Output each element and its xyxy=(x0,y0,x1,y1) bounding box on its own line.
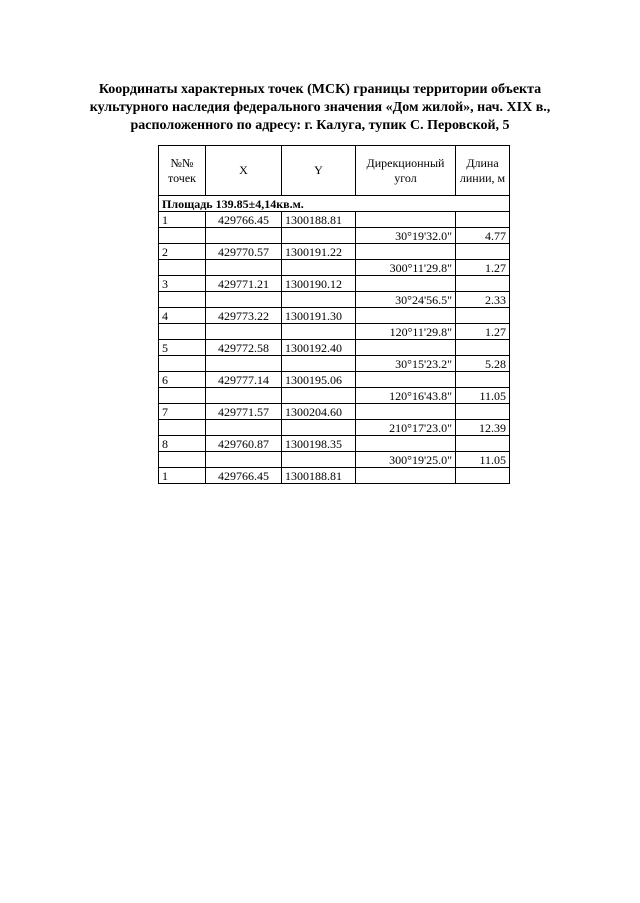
cell-x: 429760.87 xyxy=(206,436,282,452)
cell-bearing: 210°17'23.0" xyxy=(356,420,456,436)
cell-point-num: 1 xyxy=(159,468,206,484)
cell-point-num xyxy=(159,260,206,276)
cell-y xyxy=(282,420,356,436)
header-bearing: Дирекционный угол xyxy=(356,146,456,196)
cell-point-num: 6 xyxy=(159,372,206,388)
cell-y: 1300188.81 xyxy=(282,212,356,228)
area-row: Площадь 139.85±4,14кв.м. xyxy=(159,196,510,212)
cell-length xyxy=(456,404,510,420)
cell-length: 11.05 xyxy=(456,388,510,404)
table-row xyxy=(159,244,510,260)
cell-x: 429766.45 xyxy=(206,212,282,228)
title-line-1: Координаты характерных точек (МСК) границы территории объекта xyxy=(98,82,542,97)
cell-bearing xyxy=(356,436,456,452)
cell-length xyxy=(456,308,510,324)
cell-length: 1.27 xyxy=(456,324,510,340)
cell-point-num xyxy=(159,420,206,436)
cell-x: 429771.21 xyxy=(206,276,282,292)
table-row xyxy=(159,308,510,324)
cell-x xyxy=(206,388,282,404)
title-line-3: расположенного по адресу: г. Калуга, тупик С. Перовской, 5 xyxy=(130,118,510,133)
cell-bearing xyxy=(356,244,456,260)
cell-length xyxy=(456,276,510,292)
cell-x xyxy=(206,356,282,372)
cell-point-num xyxy=(159,292,206,308)
cell-point-num: 5 xyxy=(159,340,206,356)
cell-y xyxy=(282,292,356,308)
cell-length xyxy=(456,340,510,356)
cell-length xyxy=(456,212,510,228)
cell-length: 1.27 xyxy=(456,260,510,276)
cell-y xyxy=(282,260,356,276)
cell-bearing xyxy=(356,372,456,388)
cell-bearing: 30°19'32.0" xyxy=(356,228,456,244)
cell-x: 429766.45 xyxy=(206,468,282,484)
cell-length xyxy=(456,468,510,484)
header-y: Y xyxy=(282,146,356,196)
cell-x xyxy=(206,228,282,244)
cell-point-num: 2 xyxy=(159,244,206,260)
cell-length xyxy=(456,436,510,452)
header-point-num: №№ точек xyxy=(159,146,206,196)
cell-x: 429770.57 xyxy=(206,244,282,260)
table-row xyxy=(159,260,510,276)
cell-y: 1300191.30 xyxy=(282,308,356,324)
cell-bearing: 30°24'56.5" xyxy=(356,292,456,308)
cell-y xyxy=(282,452,356,468)
cell-x: 429777.14 xyxy=(206,372,282,388)
cell-point-num: 4 xyxy=(159,308,206,324)
cell-point-num: 7 xyxy=(159,404,206,420)
cell-point-num xyxy=(159,228,206,244)
cell-x: 429772.58 xyxy=(206,340,282,356)
cell-bearing: 300°19'25.0" xyxy=(356,452,456,468)
cell-y: 1300188.81 xyxy=(282,468,356,484)
table-row xyxy=(159,372,510,388)
header-length: Длина линии, м xyxy=(456,146,510,196)
cell-bearing: 300°11'29.8" xyxy=(356,260,456,276)
table-row xyxy=(159,356,510,372)
cell-length: 5.28 xyxy=(456,356,510,372)
table-header xyxy=(159,146,510,196)
cell-bearing: 30°15'23.2" xyxy=(356,356,456,372)
coordinates-table xyxy=(158,145,510,484)
cell-x xyxy=(206,452,282,468)
cell-point-num: 1 xyxy=(159,212,206,228)
cell-y xyxy=(282,228,356,244)
cell-x: 429771.57 xyxy=(206,404,282,420)
table-row xyxy=(159,404,510,420)
table-body xyxy=(159,196,510,484)
cell-x: 429773.22 xyxy=(206,308,282,324)
cell-bearing xyxy=(356,404,456,420)
cell-bearing: 120°16'43.8" xyxy=(356,388,456,404)
header-x: X xyxy=(206,146,282,196)
table-row xyxy=(159,420,510,436)
cell-point-num xyxy=(159,452,206,468)
cell-y: 1300204.60 xyxy=(282,404,356,420)
cell-length: 11.05 xyxy=(456,452,510,468)
table-row xyxy=(159,452,510,468)
cell-point-num: 3 xyxy=(159,276,206,292)
cell-y: 1300191.22 xyxy=(282,244,356,260)
table-row xyxy=(159,468,510,484)
cell-length xyxy=(456,244,510,260)
title-line-2: культурного наследия федерального значения «Дом жилой», нач. XIX в., xyxy=(89,100,551,115)
cell-x xyxy=(206,260,282,276)
cell-x xyxy=(206,324,282,340)
cell-length: 4.77 xyxy=(456,228,510,244)
cell-y: 1300190.12 xyxy=(282,276,356,292)
table-row xyxy=(159,436,510,452)
table-row xyxy=(159,276,510,292)
cell-length: 12.39 xyxy=(456,420,510,436)
cell-length xyxy=(456,372,510,388)
cell-x xyxy=(206,292,282,308)
cell-point-num xyxy=(159,356,206,372)
cell-bearing xyxy=(356,308,456,324)
cell-point-num xyxy=(159,388,206,404)
document-title xyxy=(80,81,560,135)
table-row xyxy=(159,292,510,308)
table-row xyxy=(159,324,510,340)
cell-y xyxy=(282,388,356,404)
table-row xyxy=(159,340,510,356)
cell-bearing xyxy=(356,468,456,484)
cell-bearing: 120°11'29.8" xyxy=(356,324,456,340)
table-row xyxy=(159,212,510,228)
cell-bearing xyxy=(356,340,456,356)
cell-bearing xyxy=(356,276,456,292)
cell-y: 1300195.06 xyxy=(282,372,356,388)
cell-point-num: 8 xyxy=(159,436,206,452)
cell-y: 1300198.35 xyxy=(282,436,356,452)
cell-point-num xyxy=(159,324,206,340)
cell-length: 2.33 xyxy=(456,292,510,308)
cell-y: 1300192.40 xyxy=(282,340,356,356)
cell-y xyxy=(282,324,356,340)
cell-x xyxy=(206,420,282,436)
table-row xyxy=(159,388,510,404)
cell-bearing xyxy=(356,212,456,228)
cell-y xyxy=(282,356,356,372)
table-row xyxy=(159,228,510,244)
